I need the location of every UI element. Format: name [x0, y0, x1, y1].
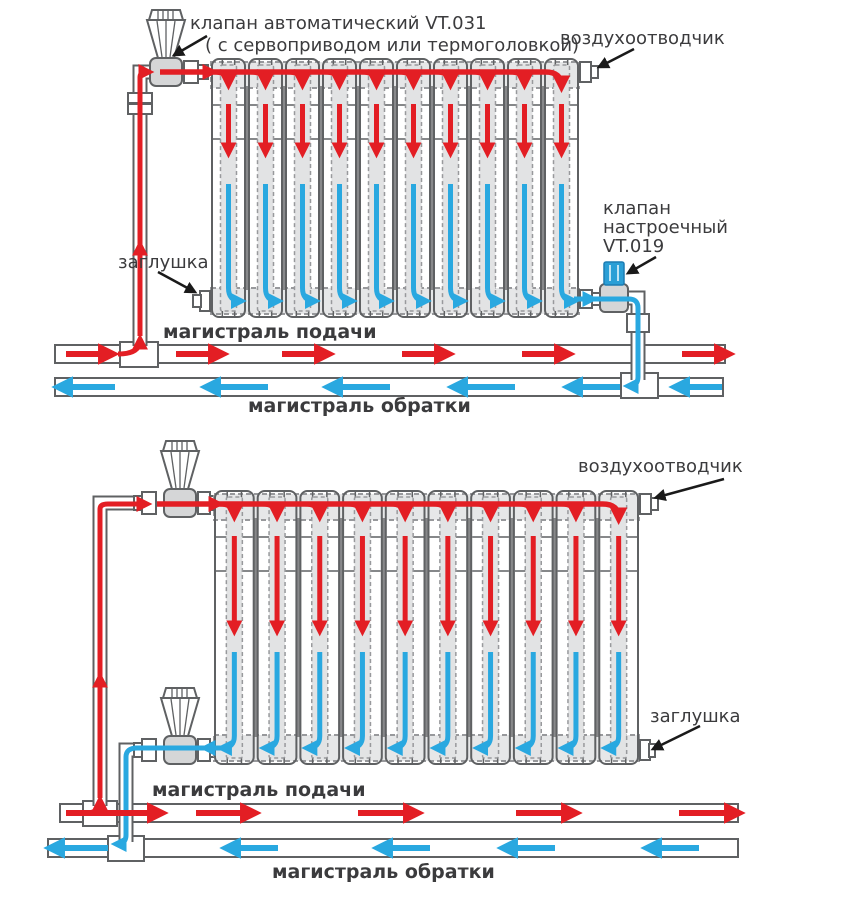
- label-setting-valve-line1: клапан: [603, 198, 671, 219]
- label-auto-valve-line1: клапан автоматический VT.031: [190, 13, 487, 34]
- plug-nub: [649, 744, 655, 757]
- air-vent: [640, 494, 658, 514]
- air-vent-body: [580, 62, 591, 82]
- label-pointer-arrow: [158, 272, 193, 291]
- label-pointer-arrow: [655, 726, 700, 748]
- label-supply-bottom: магистраль подачи: [152, 779, 366, 801]
- label-air-vent-top: воздухоотводчик: [560, 28, 725, 49]
- label-plug-bottom: заглушка: [650, 706, 741, 727]
- valve-setting-vt019: [580, 262, 628, 312]
- plug-nub: [193, 295, 201, 307]
- label-pointer-arrow: [176, 36, 207, 54]
- label-air-vent-bottom: воздухоотводчик: [578, 456, 743, 477]
- label-return-bottom: магистраль обратки: [272, 861, 495, 883]
- end-plug: [640, 740, 655, 760]
- label-pointer-arrow: [601, 49, 634, 66]
- label-setting-valve-line2: настроечный: [603, 217, 729, 238]
- air-vent-nub: [591, 66, 598, 78]
- valve-bottom: [161, 688, 199, 764]
- end-plug: [193, 291, 210, 311]
- label-setting-valve-line3: VT.019: [603, 236, 665, 257]
- label-pointer-arrow: [658, 479, 724, 497]
- label-supply-top: магистраль подачи: [163, 321, 377, 343]
- label-return-top: магистраль обратки: [248, 395, 471, 417]
- label-plug-top: заглушка: [118, 252, 209, 273]
- label-pointer-arrow: [630, 257, 656, 272]
- air-vent-body: [640, 494, 651, 514]
- label-auto-valve-line2: ( с сервоприводом или термоголовкой): [205, 35, 580, 56]
- air-vent-nub: [651, 498, 658, 510]
- air-vent: [580, 62, 598, 82]
